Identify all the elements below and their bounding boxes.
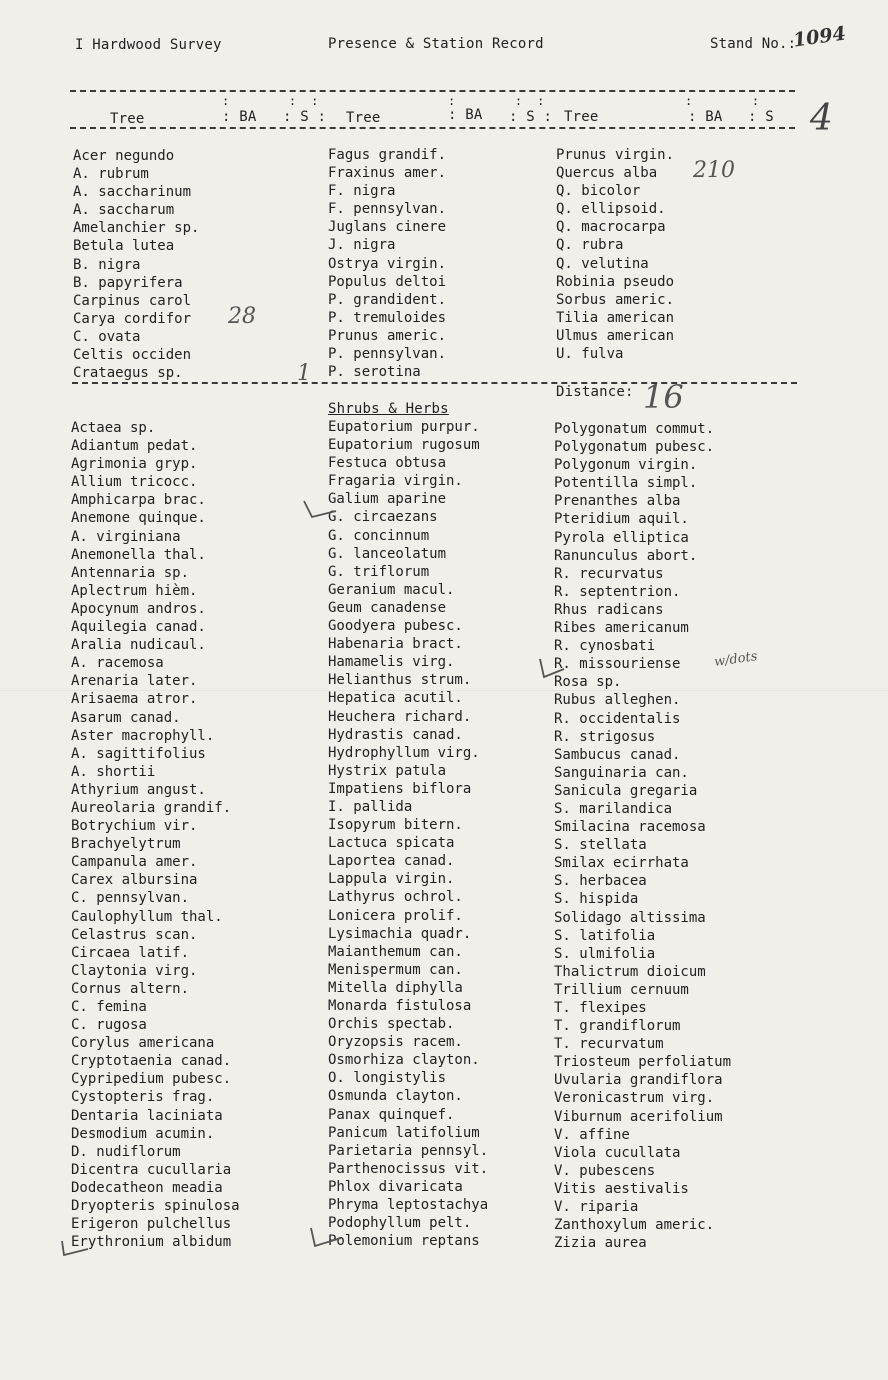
herb-species: Erythronium albidum [71, 1234, 232, 1251]
herb-species: Vitis aestivalis [554, 1180, 689, 1197]
tree-species: P. tremuloides [328, 309, 447, 326]
herb-species: Eupatorium purpur. [328, 419, 480, 435]
check-mark-icon [305, 1222, 343, 1250]
header-tree-1: Tree [110, 111, 145, 127]
herb-species: Caulophyllum thal. [71, 908, 223, 925]
herb-species: Campanula amer. [71, 854, 198, 871]
herb-species: Smilacina racemosa [554, 819, 706, 836]
herb-species: C. femina [71, 999, 147, 1015]
herb-species: Parietaria pennsyl. [328, 1142, 489, 1159]
herb-species: Actaea sp. [71, 420, 156, 436]
herb-species: Claytonia virg. [71, 962, 198, 979]
header-tree-2: Tree [346, 110, 381, 126]
herb-species: Festuca obtusa [328, 455, 447, 472]
tree-species: P. serotina [328, 364, 421, 381]
herb-species: Phryma leptostachya [328, 1197, 489, 1214]
herb-species: A. virginiana [71, 528, 181, 545]
herb-species: S. herbacea [554, 873, 647, 890]
shrubs-herbs-title: Shrubs & Herbs [328, 401, 449, 417]
check-mark-icon [536, 655, 566, 681]
herb-species: Cypripedium pubesc. [71, 1071, 232, 1088]
herb-species: Potentilla simpl. [554, 475, 698, 492]
tree-species: F. nigra [328, 183, 396, 200]
tree-species: A. saccharum [73, 202, 175, 219]
herb-species: Aquilegia canad. [71, 619, 206, 636]
herb-species: Panicum latifolium [328, 1124, 480, 1141]
herb-species: Impatiens biflora [328, 780, 472, 797]
herb-species: Lathyrus ochrol. [328, 889, 463, 906]
herb-species: Zizia aurea [554, 1235, 647, 1252]
herb-species: C. rugosa [71, 1017, 147, 1034]
herb-species: S. hispida [554, 891, 639, 908]
herb-species: Circaea latif. [71, 944, 190, 961]
herb-species: Mitella diphylla [328, 979, 463, 996]
herb-species: Podophyllum pelt. [328, 1215, 472, 1232]
herb-species: Prenanthes alba [554, 493, 681, 510]
colon-marks: : : : [448, 94, 545, 108]
tree-species: Q. macrocarpa [556, 219, 666, 236]
tree-species: Ulmus american [556, 327, 675, 344]
corner-note: 4 [810, 98, 833, 139]
header-tree-3: Tree [564, 109, 599, 125]
herb-species: A. shortii [71, 763, 156, 780]
check-mark-icon [300, 495, 340, 521]
herb-species: V. pubescens [554, 1162, 656, 1179]
herb-species: G. triflorum [328, 563, 430, 580]
herb-species: Uvularia grandiflora [554, 1072, 723, 1089]
distance-value: 16 [643, 378, 684, 416]
herb-species: Triosteum perfoliatum [554, 1054, 732, 1071]
herb-species: V. riparia [554, 1199, 639, 1216]
tree-species: Q. ellipsoid. [556, 201, 666, 218]
herb-species: Eupatorium rugosum [328, 437, 480, 454]
herb-species: Laportea canad. [328, 853, 455, 870]
herb-species: Oryzopsis racem. [328, 1034, 463, 1051]
herb-species: Agrimonia gryp. [71, 456, 198, 473]
tree-species: Carya cordifor [73, 310, 192, 327]
tree-species: P. pennsylvan. [328, 346, 447, 363]
tree-section-rule [72, 382, 797, 384]
herb-species: Veronicastrum virg. [554, 1090, 715, 1107]
herb-species: Dryopteris spinulosa [71, 1198, 240, 1215]
herb-species: Isopyrum bitern. [328, 817, 463, 834]
herb-species: Galium aparine [328, 491, 447, 508]
herb-species: Geranium macul. [328, 581, 455, 598]
herb-species: Parthenocissus vit. [328, 1160, 489, 1177]
herb-species: Habenaria bract. [328, 636, 463, 653]
herb-species: Osmunda clayton. [328, 1088, 463, 1105]
herb-species: S. ulmifolia [554, 945, 656, 962]
herb-species: Antennaria sp. [71, 564, 190, 581]
herb-species: A. sagittifolius [71, 745, 206, 762]
herb-species: Corylus americana [71, 1035, 215, 1052]
herb-species: Aster macrophyll. [71, 727, 215, 744]
herb-species: R. septentrion. [554, 583, 681, 600]
herb-species: Geum canadense [328, 599, 447, 616]
tree-species: Carpinus carol [73, 292, 192, 309]
herb-species: Anemonella thal. [71, 546, 206, 563]
tree-species: Betula lutea [73, 238, 175, 255]
header-ba-1: : BA [222, 109, 257, 125]
herb-species: R. missouriense [554, 656, 681, 673]
header-top-rule [70, 90, 795, 92]
herb-species: Rosa sp. [554, 674, 622, 691]
herb-species: Lonicera prolif. [328, 907, 463, 924]
herb-species: Anemone quinque. [71, 510, 206, 527]
tree-species: B. nigra [73, 256, 141, 273]
herb-column-2 [328, 418, 488, 1250]
herb-species: Heuchera richard. [328, 708, 472, 725]
herb-species: Botrychium vir. [71, 818, 198, 835]
herb-species: Dodecatheon meadia [71, 1179, 223, 1196]
herb-species: D. nudiflorum [71, 1143, 181, 1160]
herb-species: T. recurvatum [554, 1036, 664, 1053]
herb-species: Sambucus canad. [554, 746, 681, 763]
tree-species: Crataegus sp. [73, 365, 183, 382]
tree-species: Prunus americ. [328, 327, 447, 344]
tree-column-1 [73, 147, 199, 382]
tree-column-2 [328, 146, 446, 381]
herb-species: Asarum canad. [71, 709, 181, 726]
herb-species: Carex albursina [71, 872, 198, 889]
herb-species: Arenaria later. [71, 673, 198, 690]
crataegus-note: 1 [297, 361, 311, 386]
herb-column-1 [71, 419, 240, 1251]
herb-species: Aralia nudicaul. [71, 637, 206, 654]
herb-species: Polemonium reptans [328, 1233, 480, 1250]
tree-species: A. rubrum [73, 166, 149, 183]
tree-species: Robinia pseudo [556, 273, 675, 290]
herb-species: C. pennsylvan. [71, 890, 190, 907]
herb-species: R. strigosus [554, 728, 656, 745]
herb-species: S. stellata [554, 837, 647, 854]
herb-species: Polygonatum commut. [554, 421, 715, 437]
survey-title: I Hardwood Survey [75, 37, 222, 53]
herb-species: Fragaria virgin. [328, 473, 463, 490]
colon-marks: : : [685, 94, 760, 108]
herb-species: G. circaezans [328, 509, 438, 526]
record-title: Presence & Station Record [328, 36, 544, 52]
herb-species: Zanthoxylum americ. [554, 1217, 715, 1234]
tree-species: Acer negundo [73, 148, 175, 164]
tree-species: Ostrya virgin. [328, 255, 447, 272]
herb-species: O. longistylis [328, 1070, 447, 1087]
herb-species: G. lanceolatum [328, 545, 447, 562]
tree-species: Q. bicolor [556, 183, 641, 200]
tree-species: Prunus virgin. [556, 147, 675, 163]
check-mark-icon [58, 1237, 92, 1259]
herb-species: Lysimachia quadr. [328, 925, 472, 942]
herb-species: Celastrus scan. [71, 926, 198, 943]
herb-species: Hystrix patula [328, 762, 447, 779]
herb-species: S. latifolia [554, 927, 656, 944]
herb-species: R. cynosbati [554, 638, 656, 655]
missouriense-note: w/dots [713, 649, 759, 670]
herb-species: Smilax ecirrhata [554, 855, 689, 872]
herb-column-3 [554, 420, 731, 1252]
quercus-alba-note: 210 [693, 158, 735, 183]
tree-species: J. nigra [328, 237, 396, 254]
herb-species: Dicentra cucullaria [71, 1161, 232, 1178]
tree-species: Tilia american [556, 309, 675, 326]
herb-species: Lappula virgin. [328, 871, 455, 888]
herb-species: G. concinnum [328, 527, 430, 544]
tree-species: Fagus grandif. [328, 147, 447, 163]
herb-species: Arisaema atror. [71, 691, 198, 708]
herb-species: Aureolaria grandif. [71, 799, 232, 816]
herb-species: Viola cucullata [554, 1144, 681, 1161]
herb-species: Hepatica acutil. [328, 690, 463, 707]
herb-species: Helianthus strum. [328, 672, 472, 689]
herb-species: A. racemosa [71, 655, 164, 672]
herb-species: Apocynum andros. [71, 600, 206, 617]
tree-species: Q. rubra [556, 237, 624, 254]
herb-species: Brachyelytrum [71, 836, 181, 853]
herb-species: Sanguinaria can. [554, 764, 689, 781]
carya-note: 28 [228, 304, 256, 329]
herb-species: Maianthemum can. [328, 943, 463, 960]
herb-species: Hamamelis virg. [328, 654, 455, 671]
herb-species: Polygonum virgin. [554, 457, 698, 474]
tree-species: Fraxinus amer. [328, 165, 447, 182]
herb-species: Lactuca spicata [328, 835, 455, 852]
herb-species: Menispermum can. [328, 961, 463, 978]
herb-species: Monarda fistulosa [328, 998, 472, 1014]
tree-species: Q. velutina [556, 255, 649, 272]
herb-species: T. flexipes [554, 1000, 647, 1016]
header-s-1: : S : [283, 109, 327, 125]
tree-species: P. grandident. [328, 291, 447, 308]
tree-species: Populus deltoi [328, 273, 447, 290]
herb-species: Ribes americanum [554, 620, 689, 637]
herb-species: Desmodium acumin. [71, 1125, 215, 1142]
tree-species: B. papyrifera [73, 274, 183, 291]
herb-species: Pteridium aquil. [554, 511, 689, 528]
herb-species: Pyrola elliptica [554, 529, 689, 546]
tree-species: Celtis occiden [73, 347, 192, 364]
herb-species: Solidago altissima [554, 909, 706, 926]
herb-species: Hydrastis canad. [328, 726, 463, 743]
herb-species: Sanicula gregaria [554, 782, 698, 799]
tree-species: F. pennsylvan. [328, 201, 447, 218]
herb-species: Trillium cernuum [554, 981, 689, 998]
herb-species: Athyrium angust. [71, 781, 206, 798]
herb-species: V. affine [554, 1126, 630, 1143]
header-bottom-rule [70, 127, 795, 129]
tree-species: Quercus alba [556, 165, 658, 182]
stand-number: 1094 [791, 22, 848, 52]
herb-species: Cystopteris frag. [71, 1089, 215, 1106]
herb-species: Hydrophyllum virg. [328, 744, 480, 761]
herb-species: Amphicarpa brac. [71, 492, 206, 509]
tree-column-3 [556, 146, 674, 363]
tree-species: C. ovata [73, 328, 141, 345]
herb-species: Panax quinquef. [328, 1106, 455, 1123]
header-ba-3: : BA [688, 109, 723, 125]
herb-species: Allium tricocc. [71, 474, 198, 491]
herb-species: Polygonatum pubesc. [554, 439, 715, 456]
herb-species: Adiantum pedat. [71, 438, 198, 455]
header-s-3: : S [748, 109, 774, 125]
herb-species: Orchis spectab. [328, 1016, 455, 1033]
herb-species: I. pallida [328, 798, 413, 815]
herb-species: Cornus altern. [71, 980, 190, 997]
herb-species: S. marilandica [554, 800, 673, 817]
herb-species: Goodyera pubesc. [328, 618, 463, 635]
herb-species: Rubus alleghen. [554, 692, 681, 709]
herb-species: Viburnum acerifolium [554, 1108, 723, 1125]
herb-species: Aplectrum hièm. [71, 582, 198, 599]
tree-species: Juglans cinere [328, 219, 447, 236]
stand-label: Stand No.: [710, 36, 797, 52]
herb-species: R. recurvatus [554, 565, 664, 582]
herb-species: Phlox divaricata [328, 1178, 463, 1195]
header-ba-2: : BA [448, 107, 483, 123]
herb-species: Ranunculus abort. [554, 547, 698, 564]
herb-species: Cryptotaenia canad. [71, 1053, 232, 1070]
herb-species: Dentaria laciniata [71, 1107, 223, 1124]
herb-species: Rhus radicans [554, 601, 664, 618]
herb-species: R. occidentalis [554, 710, 681, 727]
herb-species: Osmorhiza clayton. [328, 1052, 480, 1069]
header-s-2: : S : [509, 109, 553, 125]
tree-species: A. saccharinum [73, 184, 192, 201]
tree-species: Amelanchier sp. [73, 220, 200, 237]
herb-species: Thalictrum dioicum [554, 963, 706, 980]
colon-marks: : : : [222, 94, 319, 108]
tree-species: U. fulva [556, 346, 624, 363]
herb-species: Erigeron pulchellus [71, 1216, 232, 1233]
tree-species: Sorbus americ. [556, 291, 675, 308]
herb-species: T. grandiflorum [554, 1018, 681, 1035]
distance-label: Distance: [556, 384, 634, 400]
